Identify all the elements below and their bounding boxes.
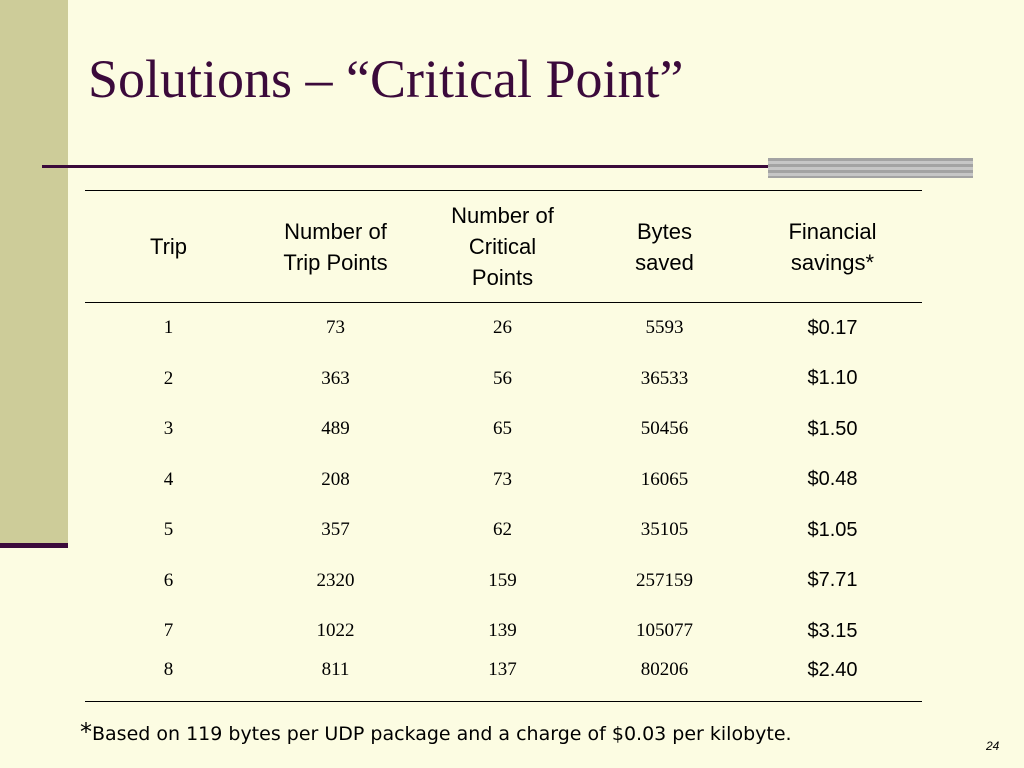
table-row bbox=[85, 556, 922, 607]
table-row bbox=[85, 404, 922, 455]
cell-financial-savings: $1.10 bbox=[807, 367, 858, 390]
header-trip-points bbox=[252, 191, 419, 303]
cell-trip-points: 208 bbox=[321, 468, 350, 490]
footnote bbox=[80, 718, 792, 746]
table-row bbox=[85, 455, 922, 506]
header-line: saved bbox=[635, 249, 694, 275]
cell-bytes-saved: 50456 bbox=[640, 418, 689, 440]
cell-trip: 5 bbox=[163, 519, 174, 541]
cell-trip: 2 bbox=[163, 367, 174, 389]
cell-bytes-saved: 5593 bbox=[645, 317, 684, 339]
slide-title: Solutions – “Critical Point” bbox=[88, 49, 684, 109]
cell-trip-points: 363 bbox=[321, 367, 350, 389]
title-accent-block bbox=[768, 158, 973, 178]
cell-financial-savings: $7.71 bbox=[807, 569, 858, 592]
table-row bbox=[85, 354, 922, 405]
table-row bbox=[85, 303, 922, 354]
cell-trip-points: 357 bbox=[321, 519, 350, 541]
results-table bbox=[85, 190, 922, 702]
cell-financial-savings: $2.40 bbox=[743, 657, 922, 702]
cell-critical-points: 139 bbox=[488, 620, 517, 642]
cell-trip: 7 bbox=[163, 620, 174, 642]
cell-financial-savings: $0.48 bbox=[807, 468, 858, 491]
header-line: Number of bbox=[451, 203, 554, 228]
cell-critical-points: 62 bbox=[493, 519, 512, 541]
left-bar-rule bbox=[0, 543, 68, 548]
cell-critical-points: 56 bbox=[493, 367, 512, 389]
cell-trip: 3 bbox=[163, 418, 174, 440]
cell-trip: 6 bbox=[163, 569, 174, 591]
cell-bytes-saved: 257159 bbox=[636, 569, 693, 591]
page-number: 24 bbox=[986, 739, 1000, 753]
left-decorative-bar bbox=[0, 0, 68, 548]
header-line: savings* bbox=[790, 249, 875, 275]
header-line: Points bbox=[471, 265, 534, 290]
header-financial-savings bbox=[743, 191, 922, 303]
header-trip bbox=[85, 191, 252, 303]
footnote-marker: * bbox=[80, 718, 92, 746]
cell-financial-savings: $3.15 bbox=[807, 619, 858, 642]
cell-financial-savings: $1.50 bbox=[807, 417, 858, 440]
header-line: Trip bbox=[149, 234, 188, 259]
table-row bbox=[85, 606, 922, 657]
header-line: Bytes bbox=[636, 218, 693, 244]
cell-critical-points: 26 bbox=[493, 317, 512, 339]
cell-financial-savings: $1.05 bbox=[807, 518, 858, 541]
cell-bytes-saved: 36533 bbox=[640, 367, 689, 389]
header-line: Trip Points bbox=[283, 249, 388, 275]
cell-trip: 1 bbox=[163, 317, 174, 339]
header-bytes-saved bbox=[586, 191, 743, 303]
header-line: Critical bbox=[468, 234, 537, 259]
header-critical-points bbox=[419, 191, 586, 303]
footnote-text: Based on 119 bytes per UDP package and a charge of $0.03 per kilobyte. bbox=[92, 723, 792, 745]
cell-trip-points: 489 bbox=[321, 418, 350, 440]
cell-bytes-saved: 35105 bbox=[640, 519, 689, 541]
cell-critical-points: 65 bbox=[493, 418, 512, 440]
header-row bbox=[85, 191, 922, 303]
cell-critical-points: 73 bbox=[493, 468, 512, 490]
cell-trip: 8 bbox=[85, 657, 252, 702]
cell-trip-points: 73 bbox=[326, 317, 345, 339]
header-line: Number of bbox=[284, 218, 387, 244]
cell-bytes-saved: 16065 bbox=[640, 468, 689, 490]
header-line: Financial bbox=[788, 218, 877, 244]
cell-bytes-saved: 105077 bbox=[636, 620, 693, 642]
cell-financial-savings: $0.17 bbox=[807, 316, 858, 339]
cell-critical-points: 137 bbox=[419, 657, 586, 702]
cell-bytes-saved: 80206 bbox=[586, 657, 743, 702]
table-row bbox=[85, 505, 922, 556]
cell-critical-points: 159 bbox=[488, 569, 517, 591]
cell-trip-points: 811 bbox=[252, 657, 419, 702]
table-row bbox=[85, 657, 922, 702]
cell-trip-points: 2320 bbox=[316, 569, 355, 591]
cell-trip-points: 1022 bbox=[316, 620, 355, 642]
cell-trip: 4 bbox=[163, 468, 174, 490]
